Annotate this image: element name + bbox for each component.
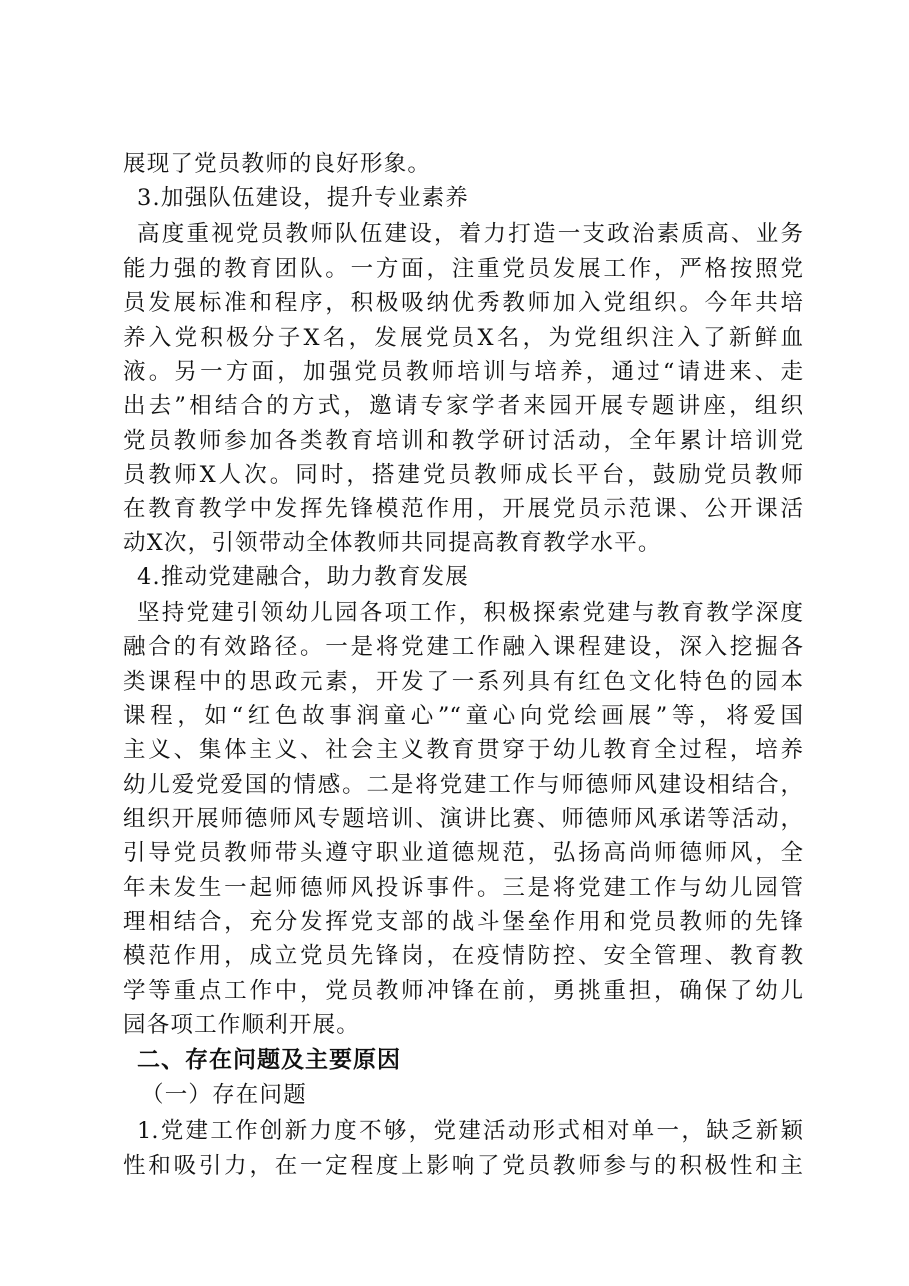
paragraph-line: 员教师X人次。同时，搭建党员教师成长平台，鼓励党员教师 xyxy=(123,462,803,488)
paragraph-line: 液。另一方面，加强党员教师培训与培养，通过“请进来、走 xyxy=(123,359,803,385)
paragraph-line: 主义、集体主义、社会主义教育贯穿于幼儿教育全过程，培养 xyxy=(123,737,803,763)
paragraph-line: 养入党积极分子X名，发展党员X名，为党组织注入了新鲜血 xyxy=(123,325,803,351)
paragraph-line: 高度重视党员教师队伍建设，着力打造一支政治素质高、业务 xyxy=(137,221,803,247)
section-heading: 二、存在问题及主要原因 xyxy=(137,1047,401,1073)
paragraph-line: 模范作用，成立党员先锋岗，在疫情防控、安全管理、教育教 xyxy=(123,943,803,969)
paragraph-line: 引导党员教师带头遵守职业道德规范，弘扬高尚师德师风，全 xyxy=(123,840,803,866)
paragraph-line: 理相结合，充分发挥党支部的战斗堡垒作用和党员教师的先锋 xyxy=(123,909,803,935)
paragraph-line: 展现了党员教师的良好形象。 xyxy=(123,151,432,177)
paragraph-line: 1.党建工作创新力度不够，党建活动形式相对单一，缺乏新颖 xyxy=(137,1118,803,1144)
section-subheading: 3.加强队伍建设，提升专业素养 xyxy=(137,185,469,211)
paragraph-line: 出去”相结合的方式，邀请专家学者来园开展专题讲座，组织 xyxy=(123,393,803,419)
paragraph-line: 性和吸引力，在一定程度上影响了党员教师参与的积极性和主 xyxy=(123,1153,803,1179)
paragraph-line: 课程，如“红色故事润童心”“童心向党绘画展”等，将爱国 xyxy=(123,703,803,729)
paragraph-line: 学等重点工作中，党员教师冲锋在前，勇挑重担，确保了幼儿 xyxy=(123,978,803,1004)
paragraph-line: 党员教师参加各类教育培训和教学研讨活动，全年累计培训党 xyxy=(123,428,803,454)
paragraph-line: 坚持党建引领幼儿园各项工作，积极探索党建与教育教学深度 xyxy=(137,600,803,626)
paragraph-line: 幼儿爱党爱国的情感。二是将党建工作与师德师风建设相结合， xyxy=(123,772,803,798)
paragraph-line: 在教育教学中发挥先锋模范作用，开展党员示范课、公开课活 xyxy=(123,496,803,522)
paragraph-line: 能力强的教育团队。一方面，注重党员发展工作，严格按照党 xyxy=(123,256,803,282)
section-subheading: 4.推动党建融合，助力教育发展 xyxy=(137,564,469,590)
paragraph-line: 组织开展师德师风专题培训、演讲比赛、师德师风承诺等活动， xyxy=(123,806,803,832)
subsection-heading: （一）存在问题 xyxy=(141,1082,307,1108)
paragraph-line: 动X次，引领带动全体教师共同提高教育教学水平。 xyxy=(123,530,662,556)
paragraph-line: 员发展标准和程序，积极吸纳优秀教师加入党组织。今年共培 xyxy=(123,290,803,316)
paragraph-line: 年未发生一起师德师风投诉事件。三是将党建工作与幼儿园管 xyxy=(123,875,803,901)
paragraph-line: 园各项工作顺利开展。 xyxy=(123,1012,361,1038)
paragraph-line: 类课程中的思政元素，开发了一系列具有红色文化特色的园本 xyxy=(123,669,803,695)
paragraph-line: 融合的有效路径。一是将党建工作融入课程建设，深入挖掘各 xyxy=(123,634,803,660)
